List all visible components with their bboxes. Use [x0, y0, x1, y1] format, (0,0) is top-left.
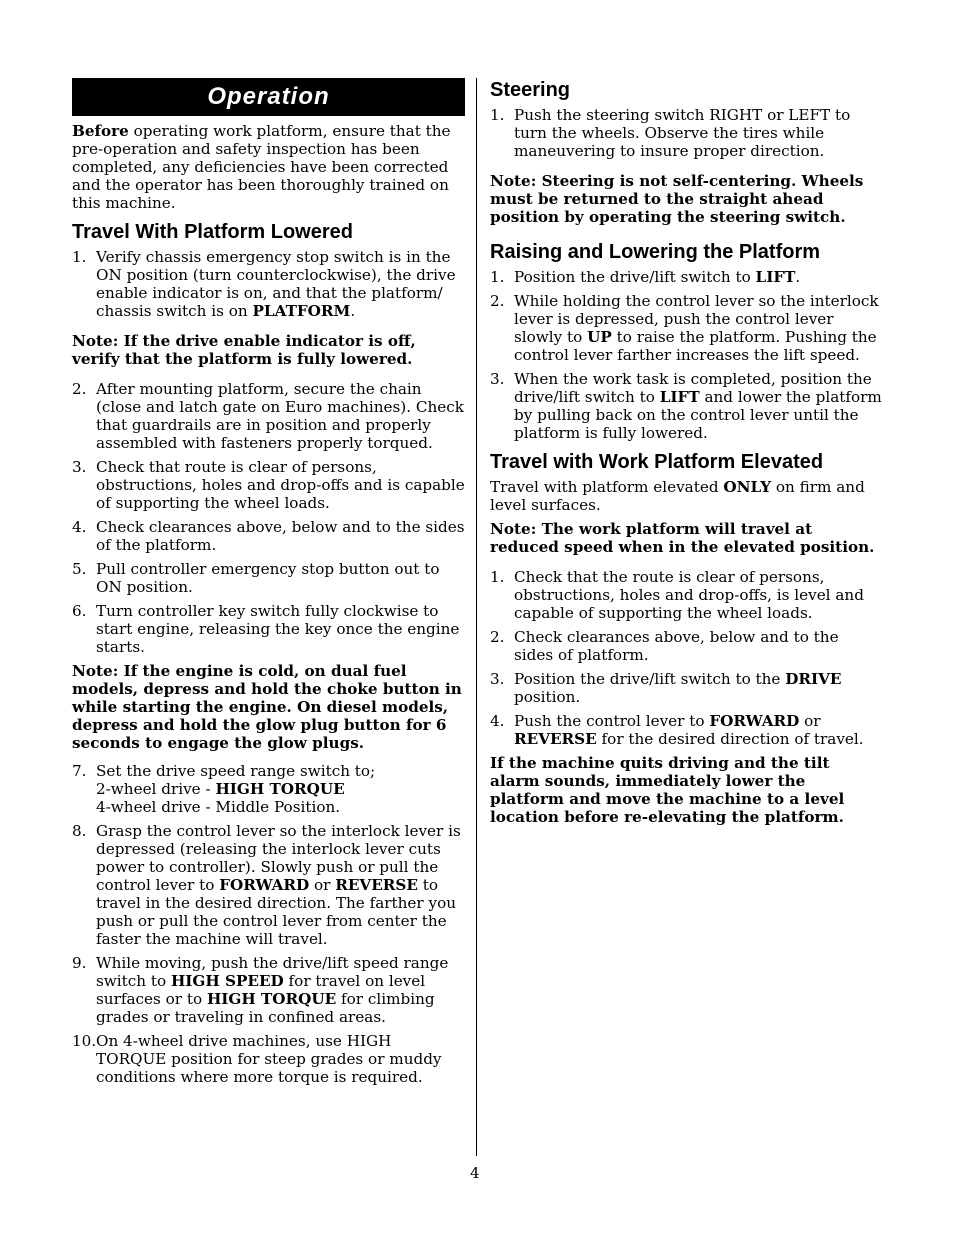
left-column	[72, 78, 465, 1092]
right-column	[490, 78, 882, 826]
list-item: 1. Position the drive/lift switch to LIFT.	[490, 268, 801, 286]
heading-elevated: Travel with Work Platform Elevated	[490, 451, 824, 473]
section-banner: Operation	[72, 78, 465, 116]
list-item: 1. Verify chassis emergency stop switch is in the ON position (turn counterclockwise), the drive enable indicator is on, and that the platform/ chassis switch is on PLATFORM.	[72, 248, 456, 320]
page-number: 4	[470, 1164, 480, 1182]
list-item: 1. Check that the route is clear of persons, obstructions, holes and drop-offs, is level and capable of supporting the wheel loads.	[490, 568, 864, 622]
list-item: 10. On 4-wheel drive machines, use HIGH TORQUE position for steep grades or muddy conditions where more torque is required.	[72, 1032, 442, 1086]
list-item: 2. Check clearances above, below and to the sides of platform.	[490, 628, 839, 664]
list-item: 3. Position the drive/lift switch to the DRIVE position.	[490, 670, 842, 706]
list-item: 5. Pull controller emergency stop button out to ON position.	[72, 560, 440, 596]
heading-travel-lowered: Travel With Platform Lowered	[72, 221, 353, 243]
list-item: 3. When the work task is completed, position the drive/lift switch to LIFT and lower the platform by pulling back on the control lever until the platform is fully lowered.	[490, 370, 882, 442]
heading-raising: Raising and Lowering the Platform	[490, 241, 821, 263]
column-divider	[476, 78, 477, 1156]
tilt-warning: If the machine quits driving and the tilt alarm sounds, immediately lower the platform and move the machine to a level location before re-elevating the platform.	[490, 754, 845, 826]
travel-lowered-list	[72, 248, 465, 320]
note: Note: Steering is not self-centering. Wheels must be returned to the straight ahead position by operating the steering switch.	[490, 172, 864, 226]
list-item: 4. Check clearances above, below and to the sides of the platform.	[72, 518, 465, 554]
list-item: 3. Check that route is clear of persons, obstructions, holes and drop-offs and is capable of supporting the wheel loads.	[72, 458, 465, 512]
list-item: 6. Turn controller key switch fully clockwise to start engine, releasing the key once the engine starts.	[72, 602, 460, 656]
note: Note: The work platform will travel at reduced speed when in the elevated position.	[490, 520, 875, 556]
list-item: 7. Set the drive speed range switch to; 2-wheel drive - HIGH TORQUE 4-wheel drive - Middle Position.	[72, 762, 376, 816]
list-item: 2. While holding the control lever so the interlock lever is depressed, push the control lever slowly to UP to raise the platform. Pushing the control lever farther increases the lift speed.	[490, 292, 879, 364]
list-item: 4. Push the control lever to FORWARD or REVERSE for the desired direction of travel.	[490, 712, 864, 748]
elevated-intro: Travel with platform elevated ONLY on firm and level surfaces.	[490, 478, 865, 514]
intro-paragraph: Before operating work platform, ensure that the pre-operation and safety inspection has been completed, any deficiencies have been corrected and the operator has been thoroughly trained on this machine.	[72, 122, 451, 212]
list-item: 8. Grasp the control lever so the interlock lever is depressed (releasing the interlock lever cuts power to controller). Slowly push or pull the control lever to FORWARD or REVERSE to travel in the desired direction. The farther you push or pull the control lever from center the faster the machine will travel.	[72, 822, 461, 948]
note: Note: If the drive enable indicator is off, verify that the platform is fully lowered.	[72, 332, 416, 368]
heading-steering: Steering	[490, 79, 571, 101]
list-item: 2. After mounting platform, secure the chain (close and latch gate on Euro machines). Check that guardrails are in position and properly assembled with fasteners properly torqued.	[72, 380, 464, 452]
list-item: 1. Push the steering switch RIGHT or LEFT to turn the wheels. Observe the tires while maneuvering to insure proper direction.	[490, 106, 851, 160]
list-item: 9. While moving, push the drive/lift speed range switch to HIGH SPEED for travel on level surfaces or to HIGH TORQUE for climbing grades or traveling in confined areas.	[72, 954, 449, 1026]
note: Note: If the engine is cold, on dual fuel models, depress and hold the choke button in while starting the engine. On diesel models, depress and hold the glow plug button for 6 seconds to engage the glow plugs.	[72, 662, 462, 752]
